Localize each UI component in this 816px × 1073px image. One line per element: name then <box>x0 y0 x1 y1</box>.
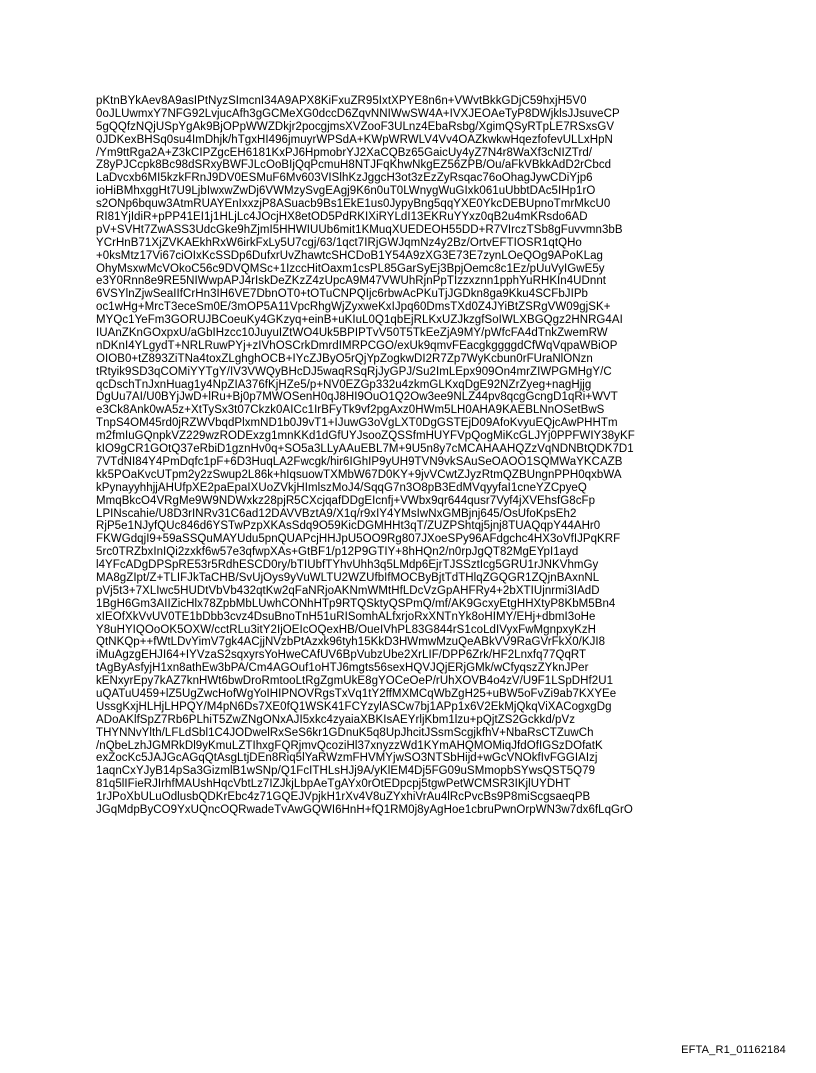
text-line: e3Y0Rnn8e9RE5NIWwpAPJ4rIskDeZKzZ4zUpcA9M47VWUhRjnPpTIzzxznn1pphYuRHKIn4UDnnt <box>96 275 607 288</box>
text-line: l4YFcADgDPSpRE53r5RdhESCD0ry/bTIUbfTYhvUhh3q5LMdp6EjrTJSSztIcg5GRU1rJNKVhmGy <box>96 559 599 572</box>
text-line: m2fmIuGQnpkVZ229wzRODExzg1mnKKd1dGfUYJsooZQSSfmHUYFVpQogMiKcGLJYj0PPFWIY38yKF <box>96 430 635 443</box>
text-line: +0ksMtz17Vi67ciOIxKcSSDp6DufxrUvZhawtcSHCDoB1Y54A9zXG3E73E7zynLOeQOg9APoKLag <box>96 249 603 262</box>
text-line: MmqBkcO4VRgMe9W9NDWxkz28pjR5CXcjqafDDgEIcnfj+VWbx9qr644qusr7Vyf4jXVEhsfG8cFp <box>96 494 596 507</box>
text-line: e3Ck8Ank0wA5z+XtTySx3t07Ckzk0AICc1IrBFyTk9vf2pgAxz0HWm5LH0AHA9KAEBLNnOSetBwS <box>96 404 605 417</box>
text-line: tRtyik9SD3qCOMiYYTgY/IV3VWQyBHcDJ5waqRSqRjJyGPJ/Su2ImLEpx909On4mrZIWPGMHgY/C <box>96 365 612 378</box>
text-line: LPINscahie/U8D3rINRv31C6ad12DAVVBztA9/X1q/r9xIY4YMsIwNxGMBjnj645/OsUfoKpsEh2 <box>96 507 577 520</box>
text-line: Y8uHYIQOoOK5OXW/cctRLu3itY2IjOEIcOQexHB/OueIVhPL83G844rS1coLdIVyxFwMgnpxyKzH <box>96 623 596 636</box>
text-line: UssgKxjHLHjLHPQY/M4pN6Ds7XE0fQ1WSK41FCYzylASCw7bj1APp1x6V2EkMjQkqViXACogxgDg <box>96 700 612 713</box>
text-line: kIO9gCR1GOtQ37eRbiD1gznHv0q+SO5a3LLyAAuEBL7M+9U5n8y7cMCAHAAHQZzVqNDNBtQDK7D1 <box>96 443 634 456</box>
text-line: 0JDKexBHSq0su4ImDhjk/hTgxHI496jmuyrWPSdA+KWpWRWLV4Vv4OAZkwkwHqezfofevULLxHpN <box>96 133 613 146</box>
text-line: 0oJLUwmxY7NFG92LvjucAfh3gGCMeXG0dccD6ZqvNNIWwSW4A+IVXJEOAeTyP8DWjklsJJsuveCP <box>96 107 620 120</box>
text-line: 1aqnCxYJyB14pSa3GizmlB1wSNp/Q1FcITHLsHJj9A/yKlEM4Dj5FG09uSMmopbSYwsQST5Q79 <box>96 765 596 778</box>
text-line: MYQc1YeFm3GORUJBCoeuKy4GKzyq+einB+uKIuL0Q1qbEjRLKxUZJkzgfSoIWLXBGQgz2HNRG4AI <box>96 314 623 327</box>
text-line: OIOB0+tZ893ZiTNa4toxZLghghOCB+IYcZJByO5rQjYpZogkwDI2R7Zp7WyKcbun0rFUraNlONzn <box>96 352 593 365</box>
text-line: nDKnI4YLgydT+NRLRuwPYj+zIVhOSCrkDmrdIMRPCGO/exUk9qmvFEacgkggggdCfWqVqpaWBiOP <box>96 339 618 352</box>
text-line: tAgByAsfyjH1xn8athEw3bPA/Cm4AGOuf1oHTJ6mgts56sexHQVJQjERjGMk/wCfyqszZYknJPer <box>96 662 589 675</box>
text-line: uQATuU459+lZ5UgZwcHofWgYoIHIPNOVRgsTxVq1tY2ffMXMCqWbZgH25+uBW5oFvZi9ab7KXYEe <box>96 687 617 700</box>
text-line: oc1wHg+MrcT3eceSm0E/3mOP5A11VpcRhgWjZyxweKxIJpq60DmsTXd0Z4JYiBtZSRgVW09gjSK+ <box>96 301 611 314</box>
text-line: TnpS4OM45rd0jRZWVbqdPlxmND1b0J9vT1+IJuwG3oVgLXT0DgGSTEjD09AfoKvyuEQjcAwPHHTm <box>96 417 618 430</box>
text-line: ioHiBMhxggHt7U9LjbIwxwZwDj6VWMzySvgEAgj9K6n0uT0LWnygWuGIxk061uUbbtDAc5IHp1rO <box>96 185 596 198</box>
text-line: kPynayyhhjjAHUfpXE2paEpaIXUoZVkjHImlszMoJ4/SqqG7n3O8pB3EdMVqyyfaI1cneYZCpyeQ <box>96 481 587 494</box>
text-line: LaDvcxb6MI5kzkFRnJ9DV0ESMuF6Mv603VISlhKzJggcH3ot3zEzZyRsqac76oOhagJywCDiYjp6 <box>96 172 593 185</box>
text-line: 5rc0TRZbxInIQi2zxkf6w57e3qfwpXAs+GtBF1/p12P9GTIY+8hHQn2/n0rpJgQT82MgEYpI1ayd <box>96 546 579 559</box>
encoded-text-block <box>96 95 796 817</box>
text-line: iMuAgzgEHJI64+IYVzaS2sqxyrsYoHweCAfUV6BpVubzUbe2XrLIF/DPP6Zrk/HF2Lnxfq77QqRT <box>96 649 587 662</box>
text-line: /Ym9ttRga2A+Z3kCIPZgcEH6181KxPJ6HpmobrYJ2XaCQBz65GaicUy4yZ7N4r8WaXf3cNIZTrd/ <box>96 146 593 159</box>
text-line: 7VTdNI84Y4PmDqfc1pF+6D3HuqLA2Fwcgk/hir6IGhIP9yUH9TVN9vkSAuSeOAOO1SQMWaYKCAZB <box>96 455 623 468</box>
text-line: RjP5e1NJyfQUc846d6YSTwPzpXKAsSdq9O59KicDGMHHt3qT/ZUZPShtqj5jnj8TUAQqpY44AHr0 <box>96 520 601 533</box>
text-line: /nQbeLzhJGMRkDl9yKmuLZTIhxgFQRjmvQcoziHl37xnyzzWd1KYmAHQMOMiqJfdOfIGSzDOfatK <box>96 739 603 752</box>
text-line: YCrHnB71XjZVKAEkhRxW6irkFxLy5U7cgj/63/1qct7IRjGWJqmNz4y2Bz/OrtvEFTIOSR1qtQHo <box>96 236 582 249</box>
text-line: JGqMdpByCO9YxUQncOQRwadeTvAwGQWI6HnH+fQ1RM0j8yAgHoe1cbruPwnOrpWN3w7dx6fLqGrO <box>96 803 633 816</box>
text-line: s2ONp6bquw3AtmRUAYEnIxxzjP8ASuacb9Bs1EkE1us0JypyBng5qqYXE0YkcDEBUpnoTmrMkcU0 <box>96 198 611 211</box>
text-line: MA8gZIpt/Z+TLIFJkTaCHB/SvUjOys9yVuWLTU2WZUfbIfMOCByBjtTdTHlqZGQGR1ZQjnBAxnNL <box>96 571 600 584</box>
text-line: 1rJPoXbULuOdlusbQDKrEbc4z71GQEJVpjkH1rXv4V8uZYxhiVrAu4lRcPvcBs9P8miScgsaeqPB <box>96 791 591 804</box>
text-line: DgUu7AI/U0BYjJwD+lRu+Bj0p7MWOSenH0qJ8HI9OuO1Q2Ow3ee9NLZ44pv8qcgGcngD1qRi+WVT <box>96 391 618 404</box>
text-line: qcDschTnJxnHuag1y4NpZIA376fKjHZe5/p+NV0EZGp332u4zkmGLKxqDgE92NZrZyeg+nagHjjg <box>96 378 592 391</box>
text-line: QtNKQp++fWtLDvYimV7gk4ACjjNVzbPtAzxk96tyh15KkD3HWmwMzuQeABkVV9RaGVrFkX0/KJI8 <box>96 636 606 649</box>
text-line: pV+SVHt7ZwASS3UdcGke9hZjmI5HHWIUUb6mit1KMuqXUEDEOH55DD+R7VIrczTSb8gFuvvmn3bB <box>96 223 623 236</box>
text-line: pKtnBYkAev8A9asIPtNyzSImcnI34A9APX8KiFxuZR95IxtXPYE8n6n+VWvtBkkGDjC59hxjH5V0 <box>96 95 587 107</box>
text-line: pVj5t3+7XLIwc5HUDtVbVb432qtKw2qFaNRjoAKNmWMtHfLDcVzGpAHFRy4+2bXTIUjnrmi3IAdD <box>96 584 600 597</box>
text-line: 81q5lIFieRJIrhfMAUshHqcVbtLz7IZJkjLbpAeTgAYx0rOtEDpcpj5tgwPetWCMSR3IKjlUYDHT <box>96 778 571 791</box>
text-line: 6VSYlnZjwSeaIIfCrHn3IH6VE7DbnOT0+tOTuCNPQIjc6rbwAcPKuTjJGDkn8ga9Kku4SCFbJIPb <box>96 288 588 301</box>
text-line: 5gQQfzNQjUSpYgAk9BjOPpWWZDkjr2pocgjmsXVZooF3ULnz4EbaRsbg/XgimQSyRTpLE7RSxsGV <box>96 120 615 133</box>
text-line: FKWGdqjI9+59aSSQuMAYUdu5pnQUAPcjHHJpU5OO9Rg807JXoeSPy96AFdgchc4HX3oVfIJPqKRF <box>96 533 621 546</box>
text-line: ADoAKlfSpZ7Rb6PLhiT5ZwZNgONxAJI5xkc4zyaiaXBKIsAEYrljKbm1lzu+pQjtZS2Gckkd/pVz <box>96 713 575 726</box>
text-line: kk5POaKvcUTpm2y2zSwup2L86k+hIqsuowTXMbW67D0KY+9jvVCwtZJyzRtmQZBUngnPPH0qxbWA <box>96 468 622 481</box>
document-id-footer: EFTA_R1_01162184 <box>681 1044 786 1056</box>
text-line: 1BgH6Gm3AIIZicHlx78ZpbMbLUwhCONhHTp9RTQSktyQSPmQ/mf/AK9GcxyEtgHHXtyP8KbM5Bn4 <box>96 597 616 610</box>
text-line: Z8yPJCcpk8Bc98dSRxyBWFJLcOoBIjQqPcmuH8NTJFqKhwNkgEZ56ZPB/Ou/aFkVBkkAdD2rCbcd <box>96 159 612 172</box>
text-line: IUAnZKnGOxpxU/aGbIHzcc10JuyuIZtWO4Uk5BPIPTvV50T5TkEeZjA9MY/pWfcFA4dTnkZwemRW <box>96 327 608 340</box>
text-line: exZocKc5JAJGcAGqQtAsgLtjDEn8Riq5lYaRWzmFHVMYjwSO3NTSbHijd+wGcVNOkfIvFGGIAIzj <box>96 752 598 765</box>
text-line: kENxyrEpy7kAZ7knHWt6bwDroRmtooLtRgZgmUkE8gYOCeOeP/rUhXOVB4o4zV/U9F1LSpDHf2U1 <box>96 675 614 688</box>
text-line: OhyMsxwMcVOkoC56c9DVQMSc+1IzccHitOaxm1csPL85GarSyEj3BpjOemc8c1Ez/pUuVyIGwE5y <box>96 262 605 275</box>
text-line: xIEOfXkVvUV0TE1bDbb3cvz4DsuBnoTnH51uRISomhALfxrjoRxXNTnYk8oHIMY/EHj+dbmI3oHe <box>96 610 596 623</box>
text-line: RI81YjIdiR+pPP41EI1j1HLjLc4JOcjHX8etOD5PdRKIXiRYLdI13EKRuYYxz0qB2u4mKRsdo6AD <box>96 211 588 224</box>
text-line: THYNNvYlth/LFLdSbl1C4JODwelRxSeS6kr1GDnuK5q8UpJhcitJSsmScgjkfhV+NbaRsCTZuwCh <box>96 726 594 739</box>
